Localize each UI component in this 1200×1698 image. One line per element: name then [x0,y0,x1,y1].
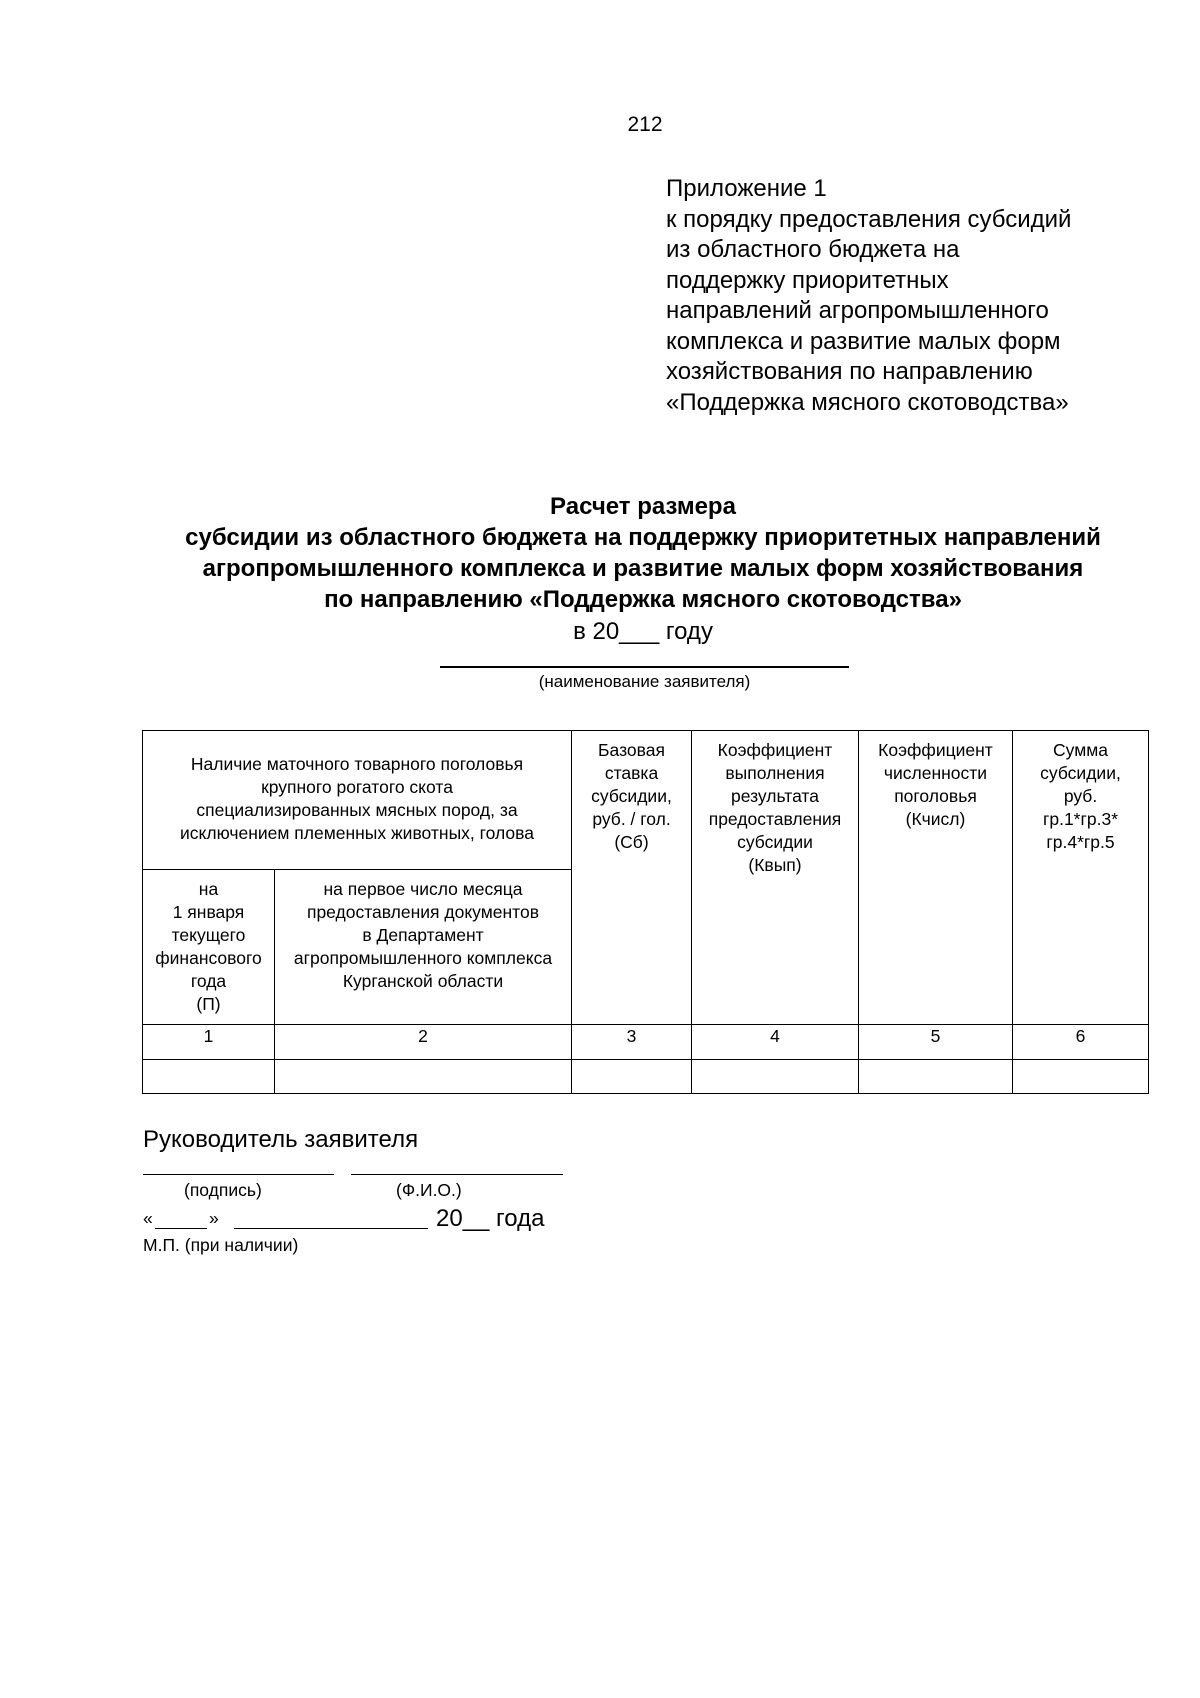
title-line: Расчет размера [550,493,736,520]
year-line: в 20___ году [573,618,713,645]
header-january-first: на 1 января текущего финансового года (П) [143,870,275,1025]
appendix-line: комплекса и развитие малых форм [666,327,1061,355]
entry-cell-col3[interactable] [572,1060,692,1094]
column-number: 4 [692,1025,859,1060]
entry-cell-col6[interactable] [1013,1060,1149,1094]
document-title [0,491,1200,615]
column-number: 5 [859,1025,1013,1060]
appendix-line: хозяйствования по направлению [666,358,1033,385]
seal-note: М.П. (при наличии) [143,1235,299,1255]
entry-cell-col2[interactable] [275,1060,572,1094]
date-day-line[interactable] [155,1228,207,1229]
page-number: 212 [627,113,663,136]
appendix-block [666,174,1166,418]
column-number-row [143,1025,1149,1060]
date-year: 20__ года [436,1205,545,1232]
appendix-line: «Поддержка мясного скотоводства» [666,388,1069,416]
title-line: субсидии из областного бюджета на поддержку приоритетных направлений [185,524,1101,551]
data-entry-row [143,1060,1149,1094]
name-caption: (Ф.И.О.) [396,1180,462,1200]
subsidy-calculation-table [142,730,1149,1094]
column-number: 2 [275,1025,572,1060]
entry-cell-col4[interactable] [692,1060,859,1094]
column-number: 3 [572,1025,692,1060]
header-submission-month: на первое число месяца предоставления документов в Департамент агропромышленного комплекса Курганской области [275,870,572,1025]
appendix-line: поддержку приоритетных [666,266,949,294]
header-subsidy-amount: Сумма субсидии, руб. гр.1*гр.3* гр.4*гр.5 [1013,731,1149,1025]
title-line: агропромышленного комплекса и развитие малых форм хозяйствования [202,555,1084,582]
entry-cell-col1[interactable] [143,1060,275,1094]
header-herd-size-coefficient: Коэффициент численности поголовья (Кчисл) [859,731,1013,1025]
appendix-line: из областного бюджета на [666,236,960,263]
applicant-name-field[interactable] [440,666,849,668]
date-quote-close: » [209,1208,219,1228]
header-base-rate: Базовая ставка субсидии, руб. / гол. (Сб) [572,731,692,1025]
column-number: 1 [143,1025,275,1060]
header-livestock-group: Наличие маточного товарного поголовья крупного рогатого скота специализированных мясных пород, за исключением племенных животных, голова [143,731,572,870]
header-performance-coefficient: Коэффициент выполнения результата предоставления субсидии (Квып) [692,731,859,1025]
title-line: по направлению «Поддержка мясного скотоводства» [324,586,962,613]
entry-cell-col5[interactable] [859,1060,1013,1094]
appendix-line: к порядку предоставления субсидий [666,205,1072,233]
appendix-line: направлений агропромышленного [666,297,1049,324]
signature-caption: (подпись) [184,1180,262,1200]
column-number: 6 [1013,1025,1149,1060]
name-line[interactable] [351,1174,563,1175]
date-month-line[interactable] [234,1228,428,1229]
signature-line[interactable] [143,1174,334,1175]
appendix-line: Приложение 1 [666,175,827,202]
applicant-caption: (наименование заявителя) [538,672,751,691]
date-quote-open: « [143,1208,153,1228]
signature-title: Руководитель заявителя [143,1126,419,1153]
